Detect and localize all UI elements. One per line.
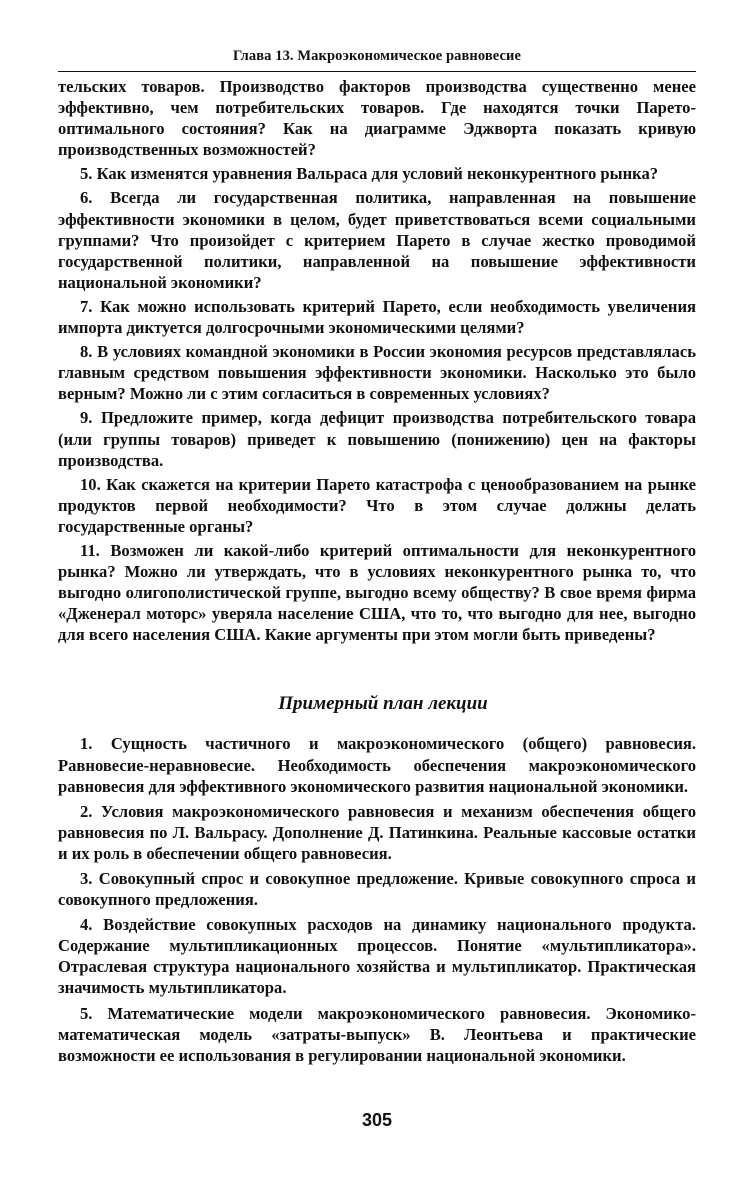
question-item: 5. Как изменятся уравнения Вальраса для условий неконкурентного рынка? <box>80 164 659 184</box>
review-questions <box>58 76 696 645</box>
page-number: 305 <box>361 1110 393 1130</box>
section-title: Примерный план лекции <box>278 693 488 715</box>
question-item: 10. Как скажется на критерии Парето катастрофа с ценообразованием на рынке продуктов первой необходимости? Что в этом случае должны делать государственные органы? <box>58 474 696 536</box>
question-item: 7. Как можно использовать критерий Парето, если необходимость увеличения импорта диктуется долгосрочными экономическими целями? <box>58 296 696 338</box>
question-item: 8. В условиях командной экономики в России экономия ресурсов представлялась главным средством повышения эффективности экономики. Насколько это было верным? Можно ли с этим согласиться в современных условиях? <box>58 342 696 404</box>
lecture-item: 1. Сущность частичного и макроэкономического (общего) равновесия. Равновесие-неравновесие. Необходимость обеспечения макроэкономического равновесия для эффективного экономического развития национальной экономики. <box>58 734 696 796</box>
lecture-item: 3. Совокупный спрос и совокупное предложение. Кривые совокупного спроса и совокупного предложения. <box>58 869 696 910</box>
lecture-item: 4. Воздействие совокупных расходов на динамику национального продукта. Содержание мультипликационных процессов. Понятие «мультипликатора». Отраслевая структура национального хозяйства и мультипликатор. Практическая значимость мультипликатора. <box>58 915 696 998</box>
question-item: 11. Возможен ли какой-либо критерий оптимальности для неконкурентного рынка? Можно ли утверждать, что в условиях неконкурентного рынка то, что выгодно олигополистической группе, выгодно всему обществу? В свое время фирма «Дженерал моторс» уверяла население США, что то, что выгодно для нее, выгодно для всего населения США. Какие аргументы при этом могли быть приведены? <box>58 540 696 645</box>
question-item: 6. Всегда ли государственная политика, направленная на повышение эффективности экономики в целом, будет приветствоваться всеми социальными группами? Что произойдет с критерием Парето в случае жестко проводимой государственной политики, направленной на повышение эффективности национальной экономики? <box>58 188 696 292</box>
question-continuation: тельских товаров. Производство факторов производства существенно менее эффективно, чем потребительских товаров. Где находятся точки Парето-оптимального состояния? Как на диаграмме Эджворта показать кривую производственных возможностей? <box>58 77 696 160</box>
book-page <box>58 48 696 1066</box>
running-header: Глава 13. Макроэкономическое равновесие <box>58 48 696 72</box>
lecture-plan <box>58 733 696 1065</box>
lecture-item: 5. Математические модели макроэкономического равновесия. Экономико-математическая модель «затраты-выпуск» В. Леонтьева и практические возможности ее использования в регулировании национальной экономики. <box>58 1003 696 1065</box>
lecture-item: 2. Условия макроэкономического равновесия и механизм обеспечения общего равновесия по Л. Вальрасу. Дополнение Д. Патинкина. Реальные кассовые остатки и их роль в обеспечении общего равновесия. <box>58 801 696 863</box>
question-item: 9. Предложите пример, когда дефицит производства потребительского товара (или группы товаров) приведет к повышению (понижению) цен на факторы производства. <box>58 408 696 470</box>
